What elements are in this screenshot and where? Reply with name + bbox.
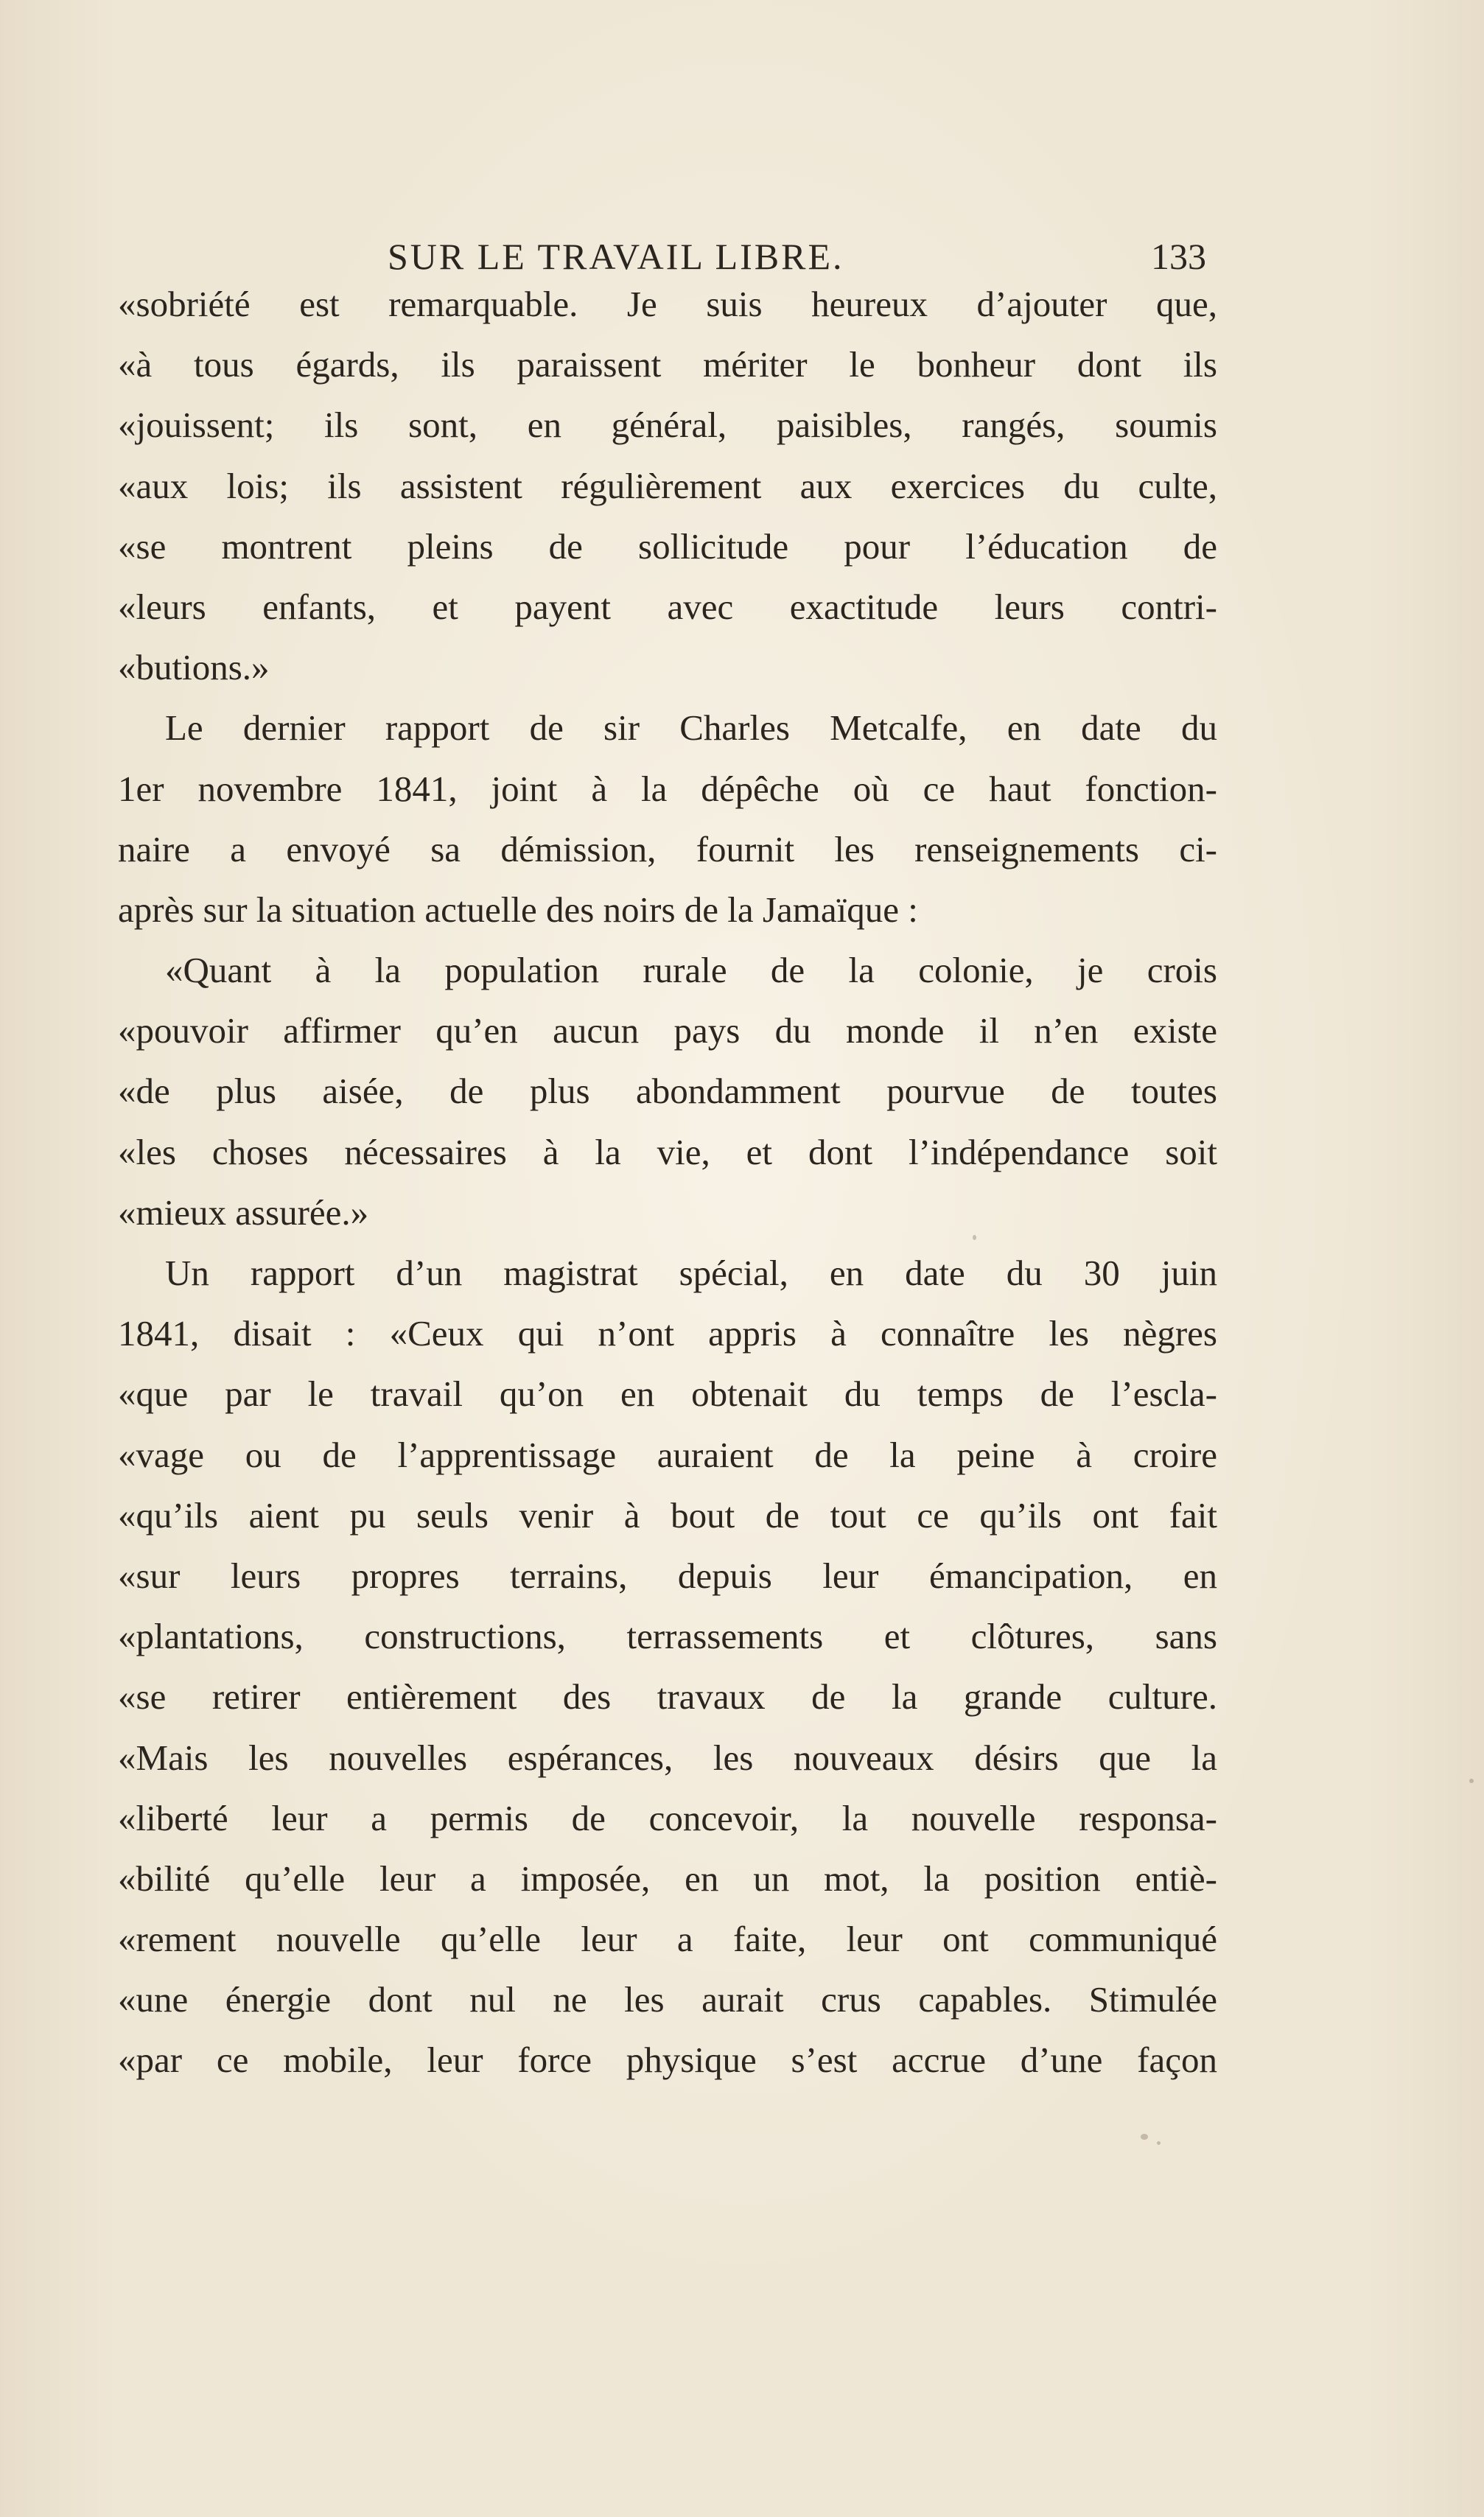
paper-speck [1157, 2141, 1161, 2145]
text-line: «butions.» [118, 647, 270, 688]
text-line: «jouissent; ils sont, en général, paisibles, rangés, soumis [118, 405, 1217, 446]
text-line: «pouvoir affirmer qu’en aucun pays du monde il n’en existe [118, 1010, 1217, 1051]
text-line: «sobriété est remarquable. Je suis heureux d’ajouter que, [118, 284, 1217, 324]
text-line: «plantations, constructions, terrassements et clôtures, sans [118, 1616, 1217, 1657]
text-line: après sur la situation actuelle des noirs de la Jamaïque : [118, 889, 918, 930]
text-line: «que par le travail qu’on en obtenait du temps de l’escla- [118, 1373, 1217, 1415]
running-title: SUR LE TRAVAIL LIBRE. [388, 236, 844, 277]
paper-speck [1141, 2134, 1148, 2140]
text-line: «Quant à la population rurale de la colonie, je crois [165, 950, 1217, 991]
text-line: 1er novembre 1841, joint à la dépêche où ce haut fonction- [118, 768, 1217, 809]
text-line: «par ce mobile, leur force physique s’est accrue d’une façon [118, 2040, 1217, 2081]
text-line: «leurs enfants, et payent avec exactitude leurs contri- [118, 586, 1217, 627]
text-line: «les choses nécessaires à la vie, et dont l’indépendance soit [118, 1131, 1217, 1172]
text-line: «se retirer entièrement des travaux de la grande culture. [118, 1676, 1217, 1718]
paper-speck [1469, 1779, 1474, 1783]
page-number: 133 [1151, 236, 1206, 277]
text-line: «qu’ils aient pu seuls venir à bout de tout ce qu’ils ont fait [118, 1494, 1217, 1536]
text-line: «sur leurs propres terrains, depuis leur émancipation, en [118, 1555, 1217, 1596]
text-line: «à tous égards, ils paraissent mériter le bonheur dont ils [118, 344, 1217, 385]
text-line: «rement nouvelle qu’elle leur a faite, leur ont communiqué [118, 1919, 1217, 1960]
body-text [118, 274, 1217, 2091]
text-line: naire a envoyé sa démission, fournit les renseignements ci- [118, 828, 1217, 869]
text-line: «vage ou de l’apprentissage auraient de la peine à croire [118, 1434, 1217, 1475]
text-line: 1841, disait : «Ceux qui n’ont appris à connaître les nègres [118, 1313, 1217, 1354]
paper-speck [973, 1235, 976, 1240]
text-line: «de plus aisée, de plus abondamment pourvue de toutes [118, 1071, 1217, 1112]
text-line: «se montrent pleins de sollicitude pour l’éducation de [118, 525, 1217, 567]
text-line: «liberté leur a permis de concevoir, la nouvelle responsa- [118, 1797, 1217, 1838]
text-line: «Mais les nouvelles espérances, les nouveaux désirs que la [118, 1737, 1217, 1778]
text-line: «bilité qu’elle leur a imposée, en un mot, la position entiè- [118, 1858, 1217, 1899]
text-line: «mieux assurée.» [118, 1191, 369, 1233]
text-line: Un rapport d’un magistrat spécial, en date du 30 juin [165, 1253, 1217, 1293]
text-line: «aux lois; ils assistent régulièrement aux exercices du culte, [118, 465, 1217, 506]
text-line: «une énergie dont nul ne les aurait crus capables. Stimulée [118, 1979, 1217, 2020]
text-line: Le dernier rapport de sir Charles Metcalfe, en date du [165, 707, 1217, 749]
